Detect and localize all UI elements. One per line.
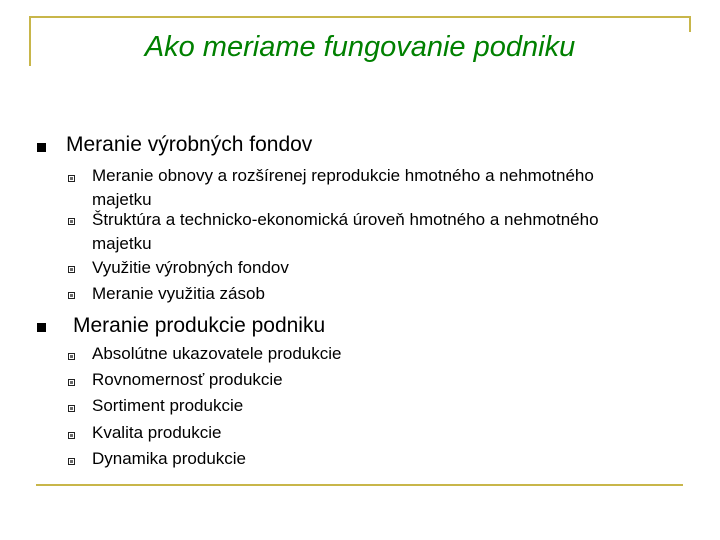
frame-top-line [29, 16, 691, 18]
frame-bottom-line [36, 484, 683, 486]
list-item: Dynamika produkcie [92, 449, 247, 468]
checkbox-bullet-icon [68, 432, 75, 439]
checkbox-bullet-icon [68, 266, 75, 273]
checkbox-bullet-icon [68, 379, 75, 386]
slide-title: Ako meriame fungovanie podniku [144, 31, 576, 63]
section-heading-production-funds: Meranie výrobných fondov [66, 133, 313, 156]
list-item: Štruktúra a technicko-ekonomická úroveň hmotného a nehmotného majetku [92, 210, 599, 253]
list-item: Rovnomernosť produkcie [92, 370, 283, 389]
checkbox-bullet-icon [68, 353, 75, 360]
list-item: Využitie výrobných fondov [92, 258, 289, 277]
list-item: Meranie využitia zásob [92, 284, 265, 303]
list-item: Sortiment produkcie [92, 396, 244, 415]
checkbox-bullet-icon [68, 292, 75, 299]
section-heading-production-output: Meranie produkcie podniku [73, 314, 326, 337]
list-item: Kvalita produkcie [92, 423, 222, 442]
checkbox-bullet-icon [68, 218, 75, 225]
checkbox-bullet-icon [68, 458, 75, 465]
checkbox-bullet-icon [68, 175, 75, 182]
list-item: Meranie obnovy a rozšírenej reprodukcie hmotného a nehmotného majetku [92, 166, 594, 209]
checkbox-bullet-icon [68, 405, 75, 412]
list-item: Absolútne ukazovatele produkcie [92, 344, 342, 363]
